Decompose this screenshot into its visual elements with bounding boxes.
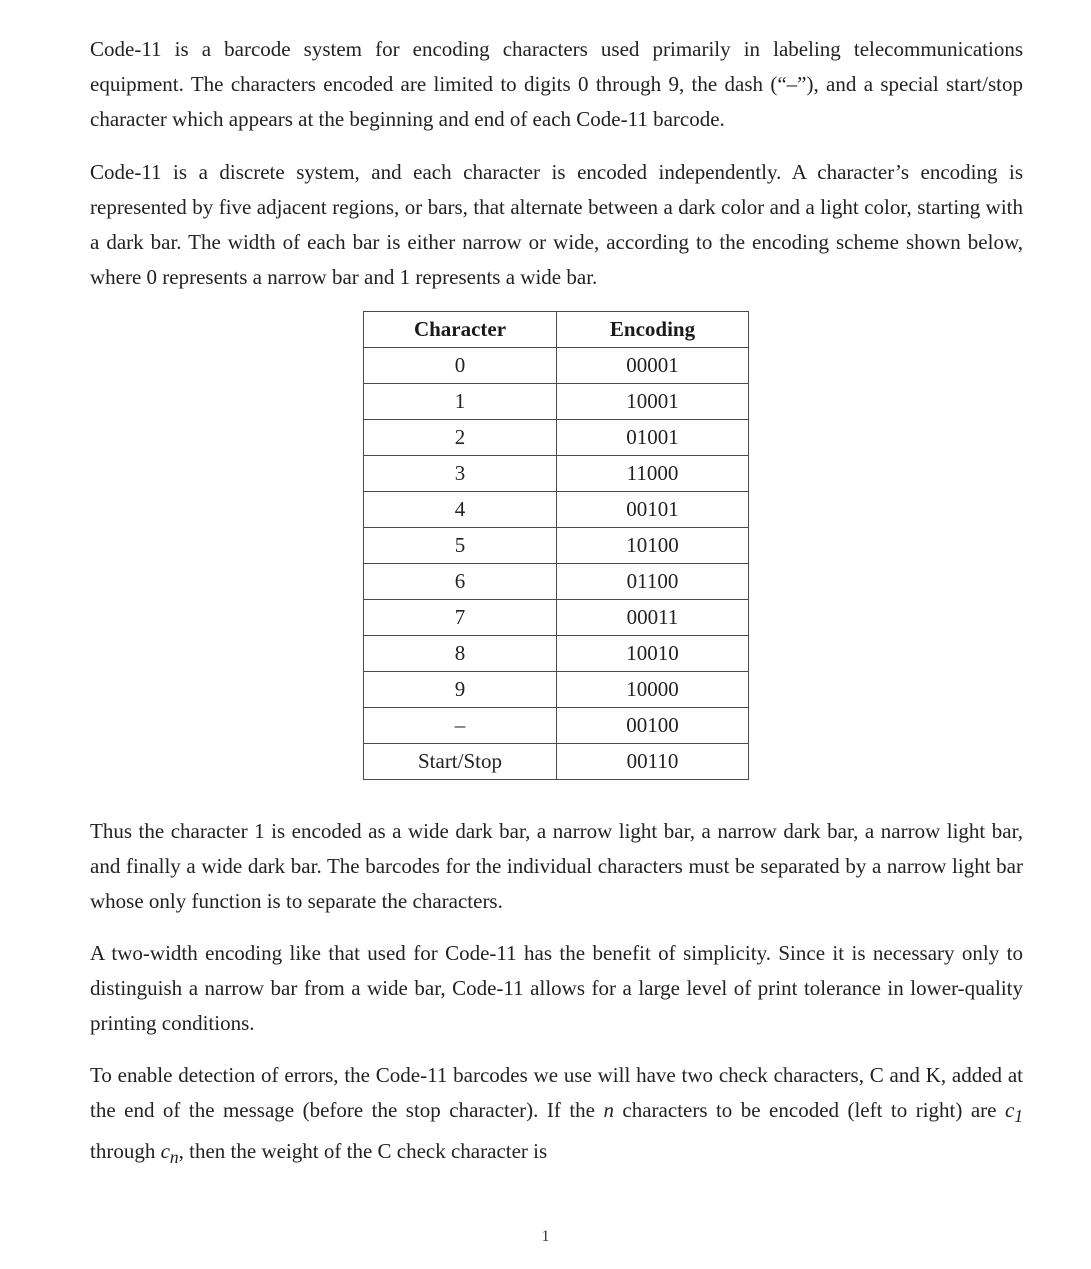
cell-encoding: 01100 <box>557 564 749 600</box>
table-row <box>364 744 749 780</box>
cell-encoding: 01001 <box>557 420 749 456</box>
text-run: through <box>90 1139 161 1164</box>
table-row <box>364 492 749 528</box>
column-header-character: Character <box>364 312 557 348</box>
cell-character: 4 <box>364 492 557 528</box>
cell-encoding: 00100 <box>557 708 749 744</box>
cell-encoding: 10001 <box>557 384 749 420</box>
text-run: characters to be encoded (left to right) are <box>613 1098 1005 1122</box>
cell-character: 3 <box>364 456 557 492</box>
cell-encoding: 10100 <box>557 528 749 564</box>
table-row <box>364 528 749 564</box>
cell-character: 9 <box>364 672 557 708</box>
cell-character: Start/Stop <box>364 744 557 780</box>
variable-n: n <box>603 1098 614 1122</box>
cell-encoding: 10010 <box>557 636 749 672</box>
column-header-encoding: Encoding <box>557 312 749 348</box>
table-row <box>364 672 749 708</box>
cell-encoding: 00110 <box>557 744 749 780</box>
text-run: , then the weight of the C check character is <box>178 1139 548 1164</box>
table-row <box>364 456 749 492</box>
table-row <box>364 384 749 420</box>
variable-cn: $c_n$ <box>160 1139 179 1168</box>
cell-character: 7 <box>364 600 557 636</box>
paragraph-two-width: A two-width encoding like that used for Code-11 has the benefit of simplicity. Since it is necessary only to distinguish a narrow bar from a wide bar, Code-11 allows for a large level of print tolerance in lower-quality printing conditions. <box>90 941 1023 1035</box>
table-row <box>364 708 749 744</box>
cell-encoding: 00001 <box>557 348 749 384</box>
variable-c1: $c_1$ <box>1004 1098 1024 1127</box>
cell-encoding: 00101 <box>557 492 749 528</box>
text-run: To enable detection of errors, the Code-11 barcodes we use will have two check characters, C and K, added at the end of the message (before the stop character). If the <box>90 1063 1023 1122</box>
table-row <box>364 348 749 384</box>
page-number: 1 <box>541 1228 550 1245</box>
paragraph-check-characters <box>90 1058 1023 1175</box>
paragraph-encoding-description: Code-11 is a discrete system, and each character is encoded independently. A character’s encoding is represented by five adjacent regions, or bars, that alternate between a dark color and a light color, starting with a dark bar. The width of each bar is either narrow or wide, according to the encoding scheme shown below, where 0 represents a narrow bar and 1 represents a wide bar. <box>90 160 1023 289</box>
cell-character: – <box>364 708 557 744</box>
table-row <box>364 564 749 600</box>
table-row <box>364 420 749 456</box>
encoding-table <box>363 311 749 780</box>
cell-character: 6 <box>364 564 557 600</box>
paragraph-intro: Code-11 is a barcode system for encoding characters used primarily in labeling telecommunications equipment. The characters encoded are limited to digits 0 through 9, the dash (“–”), and a special start/stop character which appears at the beginning and end of each Code-11 barcode. <box>90 37 1023 131</box>
table-row <box>364 636 749 672</box>
cell-encoding: 00011 <box>557 600 749 636</box>
table-row <box>364 600 749 636</box>
cell-character: 8 <box>364 636 557 672</box>
cell-encoding: 10000 <box>557 672 749 708</box>
cell-character: 2 <box>364 420 557 456</box>
table-header-row <box>364 312 749 348</box>
cell-character: 5 <box>364 528 557 564</box>
cell-encoding: 11000 <box>557 456 749 492</box>
paragraph-example: Thus the character 1 is encoded as a wide dark bar, a narrow light bar, a narrow dark bar, a narrow light bar, and finally a wide dark bar. The barcodes for the individual characters must be separated by a narrow light bar whose only function is to separate the characters. <box>90 819 1023 913</box>
cell-character: 1 <box>364 384 557 420</box>
cell-character: 0 <box>364 348 557 384</box>
